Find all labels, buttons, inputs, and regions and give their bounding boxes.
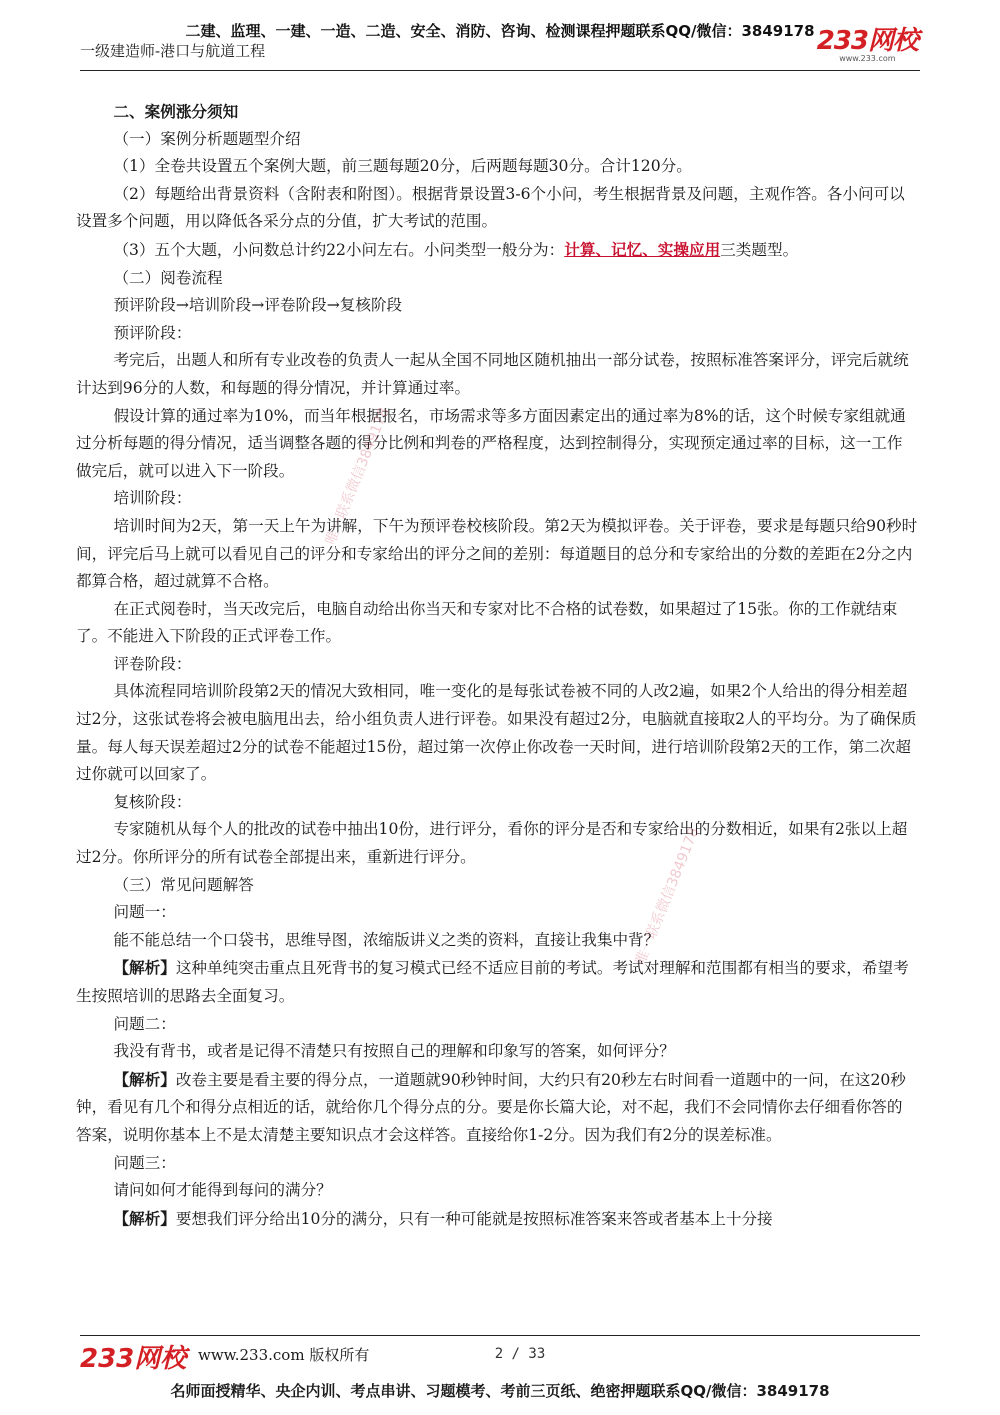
- question-title: 问题二：: [113, 1014, 176, 1033]
- question-text: 请问如何才能得到每问的满分？: [113, 1181, 332, 1200]
- stage-title: 复核阶段：: [113, 792, 192, 811]
- question-text: 我没有背书，或者是记得不清楚只有按照自己的理解和印象写的答案，如何评分？: [113, 1042, 675, 1061]
- analysis-text: 改卷主要是看主要的得分点，一道题就90秒钟时间，大约只有20秒左右时间看一道题中的一问，在这20秒钟，看见有几个和得分点相近的话，就给你几个得分点的分。要是你长篇大论，对不起，我们不会同情你去仔细看你答的答案，说明你基本上不是太清楚主要知识点才会这样答。直接给你1-2分。因为我们有2分的误差标准。: [76, 1070, 906, 1144]
- section-title: 二、案例涨分须知: [113, 102, 239, 121]
- stage-title: 评卷阶段：: [113, 654, 192, 673]
- footer-divider: [80, 1335, 920, 1336]
- question-title: 问题三：: [113, 1153, 176, 1172]
- footer-logo: 233网校: [80, 1344, 187, 1374]
- logo-text: 233网校: [816, 26, 918, 56]
- paragraph: （1）全卷共设置五个案例大题，前三题每题20分，后两题每题30分。合计120分。: [113, 157, 692, 176]
- watermark: 唯一联系微信3849178: [632, 825, 703, 968]
- document-body: [76, 98, 918, 1233]
- paragraph: [76, 236, 918, 265]
- paragraph-text: （3）五个大题，小问数总计约22小问左右。小问类型一般分为：: [113, 240, 565, 259]
- question-text: 能不能总结一个口袋书，思维导图，浓缩版讲义之类的资料，直接让我集中背？: [113, 930, 660, 949]
- subsection-heading: （一）案例分析题题型介绍: [113, 129, 301, 148]
- header-divider: [80, 70, 920, 71]
- copyright-text: www.233.com 版权所有: [198, 1346, 370, 1364]
- stage-title: 预评阶段：: [113, 323, 192, 342]
- paragraph: 考完后，出题人和所有专业改卷的负责人一起从全国不同地区随机抽出一部分试卷，按照标准答案评分，评完后就统计达到96分的人数，和每题的得分情况，并计算通过率。: [76, 351, 909, 397]
- subsection-heading: （三）常见问题解答: [113, 875, 254, 894]
- analysis-label: 【解析】: [113, 1069, 176, 1089]
- question-title: 问题一：: [113, 903, 176, 922]
- brand-logo: [817, 28, 918, 64]
- watermark: 唯一联系微信3849178: [322, 405, 393, 548]
- analysis: [76, 954, 918, 1010]
- header-promo: 二建、监理、一建、一造、二造、安全、消防、咨询、检测课程押题联系QQ/微信：3849178: [185, 22, 815, 40]
- analysis: [76, 1066, 918, 1150]
- analysis-label: 【解析】: [113, 1208, 176, 1228]
- logo-url: www.233.com: [839, 54, 896, 63]
- flow-line: 预评阶段→培训阶段→评卷阶段→复核阶段: [113, 296, 403, 315]
- paragraph: （2）每题给出背景资料（含附表和附图）。根据背景设置3-6个小问，考生根据背景及问题，主观作答。各小问可以设置多个问题，用以降低各采分点的分值，扩大考试的范围。: [76, 184, 905, 231]
- paragraph: 培训时间为2天，第一天上午为讲解，下午为预评卷校核阶段。第2天为模拟评卷。关于评卷，要求是每题只给90秒时间，评完后马上就可以看见自己的评分和专家给出的评分之间的差别：每道题目的总分和专家给出的分数的差距在2分之内都算合格，超过就算不合格。: [76, 516, 918, 591]
- paragraph: 具体流程同培训阶段第2天的情况大致相同，唯一变化的是每张试卷被不同的人改2遍，如果2个人给出的得分相差超过2分，这张试卷将会被电脑甩出去，给小组负责人进行评卷。如果没有超过2分，电脑就直接取2人的平均分。为了确保质量。每人每天误差超过2分的试卷不能超过15份，超过第一次停止你改卷一天时间，进行培训阶段第2天的工作，第二次超过你就可以回家了。: [76, 682, 917, 784]
- paragraph: 假设计算的通过率为10%，而当年根据报名，市场需求等多方面因素定出的通过率为8%的话，这个时候专家组就通过分析每题的得分情况，适当调整各题的得分比例和判卷的严格程度，达到控制得分，实现预定通过率的目标，这一工作做完后，就可以进入下一阶段。: [76, 406, 906, 480]
- page-number: 2 / 33: [494, 1346, 546, 1362]
- paragraph-text: 三类题型。: [720, 240, 799, 259]
- document-subtitle: 一级建造师-港口与航道工程: [80, 42, 266, 60]
- paragraph: 专家随机从每个人的批改的试卷中抽出10份，进行评分，看你的评分是否和专家给出的分数相近，如果有2张以上超过2分。你所评分的所有试卷全部提出来，重新进行评分。: [76, 820, 908, 867]
- analysis-text: 这种单纯突击重点且死背书的复习模式已经不适应目前的考试。考试对理解和范围都有相当的要求，希望考生按照培训的思路去全面复习。: [76, 959, 909, 1005]
- analysis-label: 【解析】: [113, 958, 176, 978]
- stage-title: 培训阶段：: [113, 489, 192, 508]
- highlight-text: 计算、记忆、实操应用: [564, 239, 721, 259]
- footer-promo: 名师面授精华、央企内训、考点串讲、习题模考、考前三页纸、绝密押题联系QQ/微信：3849178: [170, 1382, 830, 1400]
- subsection-heading: （二）阅卷流程: [113, 268, 223, 287]
- analysis-text: 要想我们评分给出10分的满分，只有一种可能就是按照标准答案来答或者基本上十分接: [175, 1209, 773, 1228]
- analysis: [76, 1205, 918, 1234]
- paragraph: 在正式阅卷时，当天改完后，电脑自动给出你当天和专家对比不合格的试卷数，如果超过了15张。你的工作就结束了。不能进入下阶段的正式评卷工作。: [76, 599, 898, 646]
